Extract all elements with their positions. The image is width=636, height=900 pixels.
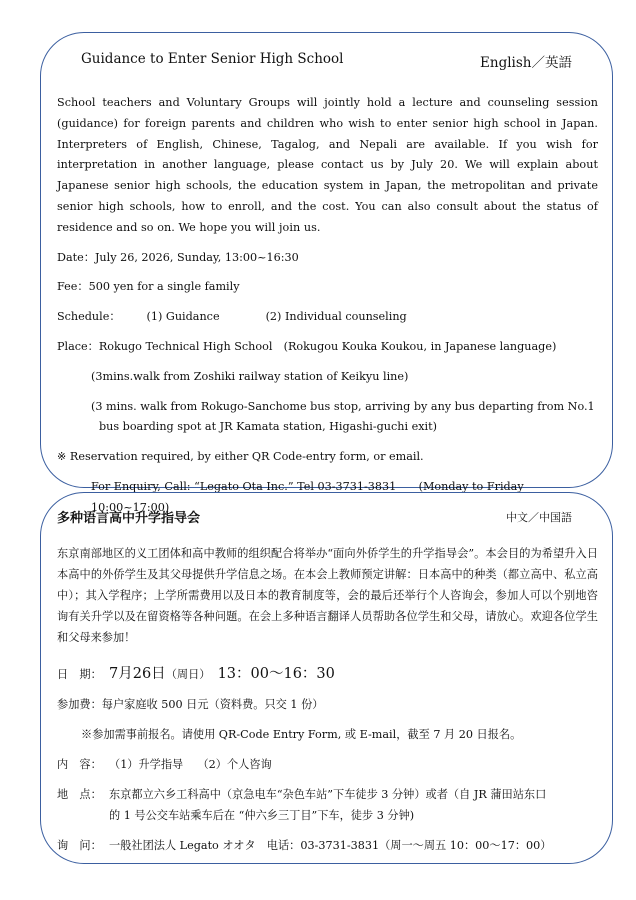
chinese-date-weekday: （周日） bbox=[165, 668, 211, 681]
schedule-item-counseling: (2) Individual counseling bbox=[265, 310, 407, 324]
chinese-date-time: 13：00～16：30 bbox=[217, 666, 335, 682]
schedule-item-guidance: (1) Guidance bbox=[146, 310, 220, 324]
chinese-enquiry bbox=[57, 835, 598, 856]
english-intro: School teachers and Voluntary Groups will jointly hold a lecture and counseling session (guidance) for foreign parents and children who wish to enter senior high school in Japan. Interpreters of English, Chinese, Tagalog, and Nepali are available. If you wish for interpretation in another language, please contact us by July 20. We will explain about Japanese senior high schools, the education system in Japan, the metropolitan and private senior high schools, how to enroll, and the cost. You can also consult about the status of residence and so on. We hope you will join us. bbox=[57, 96, 598, 234]
english-date: Date：July 26, 2026, Sunday, 13:00~16:30 bbox=[57, 250, 299, 264]
english-access-train: (3mins.walk from Zoshiki railway station of Keikyu line) bbox=[91, 369, 409, 383]
chinese-title: 多种语言高中升学指导会 bbox=[57, 511, 201, 526]
chinese-content-label: 内 容： bbox=[57, 758, 102, 771]
chinese-place bbox=[57, 784, 598, 805]
english-place: Place：Rokugo Technical High School (Rokugou Kouka Koukou, in Japanese language) bbox=[57, 339, 557, 353]
chinese-date-label: 日 期： bbox=[57, 668, 102, 681]
chinese-intro: 东京南部地区的义工团体和高中教师的组织配合将举办“面向外侨学生的升学指导会”。本会目的为希望升入日本高中的外侨学生及其父母提供升学信息之场。在本会上教师预定讲解：日本高中的种类（都立高中、私立高中）；其入学程序；上学所需费用以及日本的教育制度等，会的最后还举行个人咨询会，参加人可以个别地咨询有关升学以及在留资格等各种问题。在会上多种语言翻译人员帮助各位学生和父母，请放心。欢迎各位学生和父母来参加！ bbox=[57, 547, 598, 644]
chinese-fee: 参加费：每户家庭收 500 日元（资料费。只交 1 份） bbox=[57, 698, 324, 711]
chinese-date-month-day: 7月26日 bbox=[109, 666, 166, 682]
english-access-bus-line1: (3 mins. walk from Rokugo-Sanchome bus stop, arriving by any bus departing from No.1 bbox=[91, 399, 595, 413]
chinese-notice-panel bbox=[40, 492, 613, 864]
chinese-place-label: 地 点： bbox=[57, 788, 102, 801]
chinese-enquiry-text: 一般社团法人 Legato オオタ 电话：03-3731-3831（周一～周五 10：00～17：00） bbox=[109, 839, 552, 852]
english-enquiry: For Enquiry, Call: “Legato Ota Inc.” Tel 03-3731-3831 (Monday to Friday 10:00~17:00) bbox=[91, 479, 524, 514]
english-body bbox=[57, 93, 598, 519]
schedule-label: Schedule： bbox=[57, 310, 121, 324]
chinese-date bbox=[57, 664, 598, 685]
chinese-content-item-guidance: （1）升学指导 bbox=[109, 758, 184, 771]
english-schedule bbox=[57, 307, 598, 328]
english-fee: Fee：500 yen for a single family bbox=[57, 280, 240, 294]
english-language-tag: English／英語 bbox=[480, 55, 572, 71]
english-reservation: ※ Reservation required, by either QR Code-entry form, or email. bbox=[57, 450, 424, 464]
chinese-place-line1: 东京都立六乡工科高中（京急电车“杂色车站”下车徒步 3 分钟）或者（自 JR 蒲田站东口 bbox=[109, 788, 547, 801]
english-notice-panel bbox=[40, 32, 613, 514]
chinese-enquiry-label: 询 问： bbox=[57, 839, 102, 852]
chinese-place-line2: 的 1 号公交车站乘车后在 “仲六乡三丁目”下车，徒步 3 分钟) bbox=[109, 809, 415, 822]
chinese-content-item-counseling: （2）个人咨询 bbox=[197, 758, 272, 771]
chinese-content bbox=[57, 754, 598, 775]
chinese-body bbox=[57, 543, 598, 856]
english-title: Guidance to Enter Senior High School bbox=[81, 51, 344, 67]
chinese-apply: ※参加需事前报名。请使用 QR-Code Entry Form, 或 E-mail，截至 7 月 20 日报名。 bbox=[81, 728, 522, 741]
english-access-bus-line2: bus boarding spot at JR Kamata station, Higashi-guchi exit) bbox=[99, 420, 437, 434]
english-access-bus bbox=[57, 397, 598, 439]
chinese-language-tag: 中文／中国語 bbox=[506, 511, 572, 524]
